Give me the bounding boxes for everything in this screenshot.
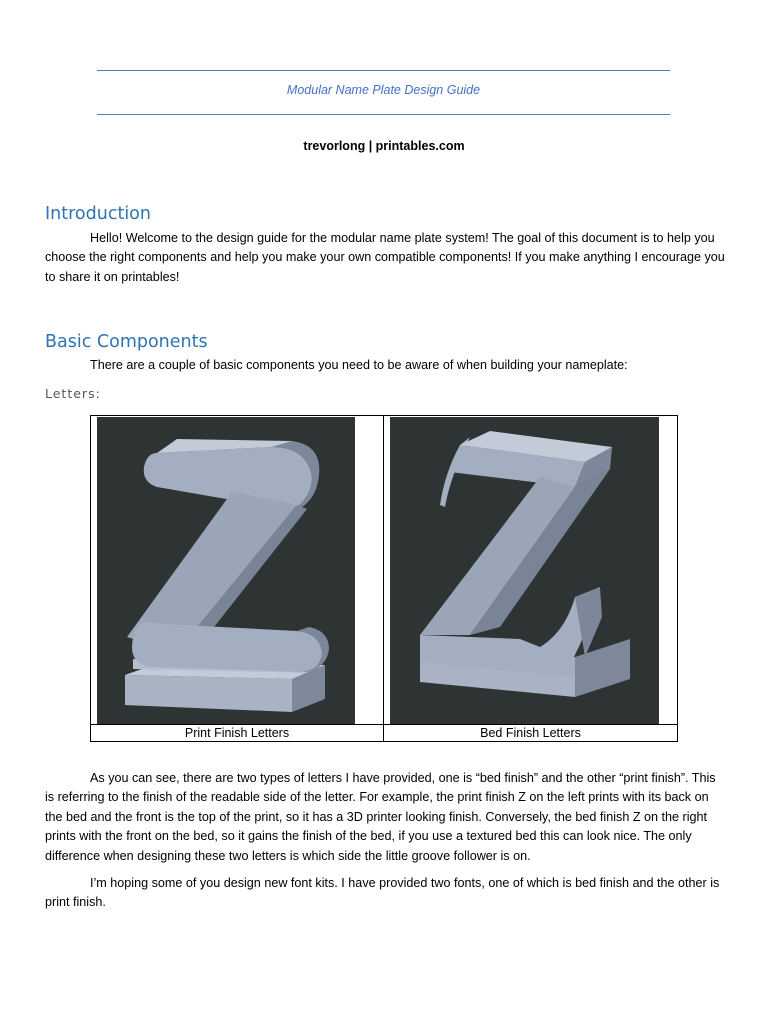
print-finish-caption: Print Finish Letters: [91, 725, 384, 742]
header-rule-top: [97, 70, 670, 71]
letters-subheading: Letters:: [45, 386, 101, 401]
bed-finish-cell: [384, 416, 677, 724]
intro-paragraph: Hello! Welcome to the design guide for the modular name plate system! The goal of this document is to help you choose the right components and help you make your own compatible components! If you make anything I encourage you to share it on printables!: [45, 231, 725, 284]
author-line: trevorlong | printables.com: [303, 139, 465, 153]
letters-figure-table: [90, 415, 678, 742]
print-finish-letter-render: [97, 417, 355, 724]
font-kits-paragraph: I’m hoping some of you design new font kits. I have provided two fonts, one of which is bed finish and the other is print finish.: [45, 876, 720, 910]
heading-basic-components: Basic Components: [45, 332, 208, 352]
print-finish-cell: [91, 416, 384, 724]
basic-components-paragraph: There are a couple of basic components you need to be aware of when building your nameplate:: [90, 358, 628, 372]
bed-finish-letter-render: [390, 417, 659, 724]
heading-introduction: Introduction: [45, 204, 151, 224]
header-rule-bottom: [97, 114, 670, 115]
bed-finish-caption: Bed Finish Letters: [480, 726, 581, 740]
explanation-paragraph: As you can see, there are two types of letters I have provided, one is “bed finish” and the other “print finish”. This is referring to the finish of the readable side of the letter. For example, the print finish Z on the left prints with its back on the bed and the front is the top of the print, so it has a 3D printer looking finish. Conversely, the bed finish Z on the right prints with the front on the bed, so it gains the finish of the bed, if you use a textured bed this can look nice. The only difference when designing these two letters is which side the little groove follower is on.: [45, 771, 716, 863]
document-header-title: Modular Name Plate Design Guide: [286, 83, 481, 97]
figure-caption-row: [91, 724, 677, 742]
bed-finish-z-image: [390, 417, 659, 724]
print-finish-z-image: [97, 417, 355, 724]
